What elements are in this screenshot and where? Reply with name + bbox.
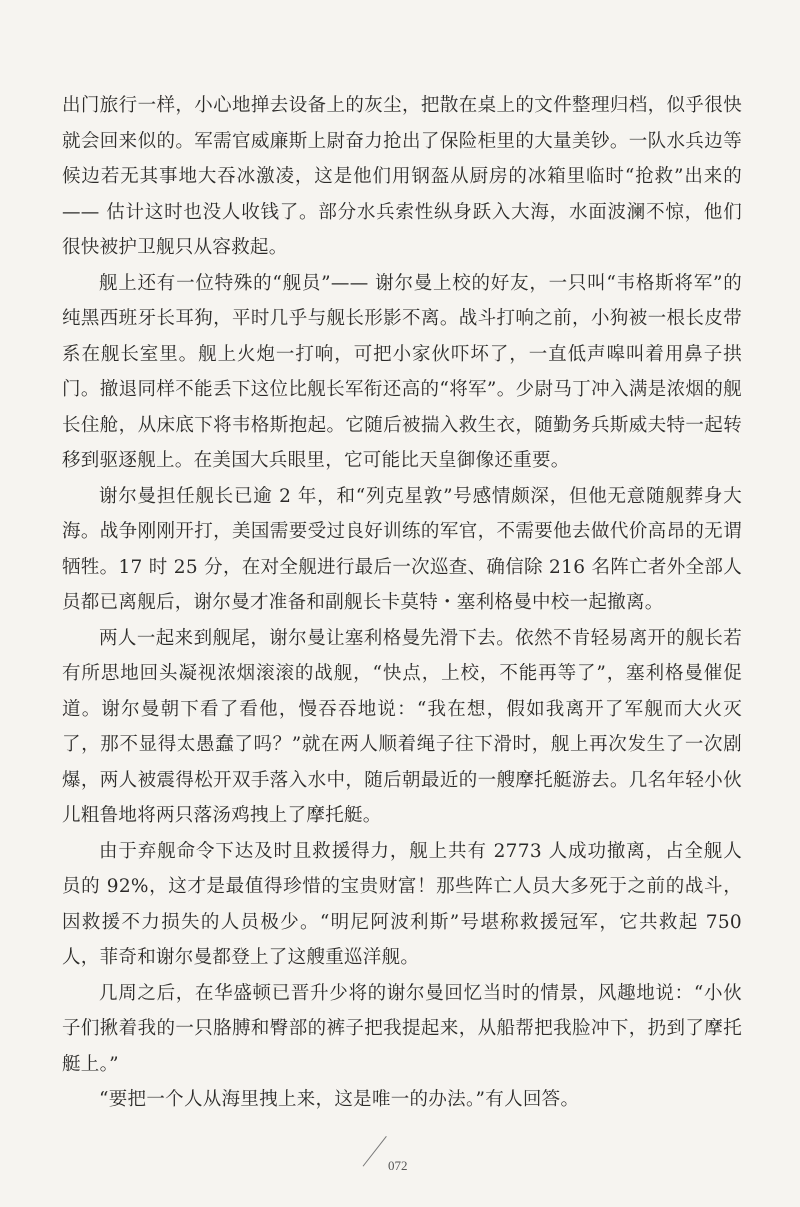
paragraph-5: 由于弃舰命令下达及时且救援得力，舰上共有 2773 人成功撤离，占全舰人员的 92%，这才是最值得珍惜的宝贵财富！那些阵亡人员大多死于之前的战斗，因救援不力损失的人员极少。“明尼阿波利斯”号堪称救援冠军，它共救起 750 人，菲奇和谢尔曼都登上了这艘重巡洋舰。 [62, 840, 742, 968]
paragraph-1: 出门旅行一样，小心地掸去设备上的灰尘，把散在桌上的文件整理归档，似乎很快就会回来似的。军需官威廉斯上尉奋力抢出了保险柜里的大量美钞。一队水兵边等候边若无其事地大吞冰激凌，这是他们用钢盔从厨房的冰箱里临时“抢救”出来的—— 估计这时也没人收钱了。部分水兵索性纵身跃入大海，水面波澜不惊，他们很快被护卫舰只从容救起。 [62, 95, 742, 258]
page-number-slash [363, 1136, 387, 1167]
body-text [62, 88, 742, 1118]
paragraph-7: “要把一个人从海里拽上来，这是唯一的办法。”有人回答。 [99, 1089, 580, 1110]
paragraph-4: 两人一起来到舰尾，谢尔曼让塞利格曼先滑下去。依然不肯轻易离开的舰长若有所思地回头凝视浓烟滚滚的战舰，“快点，上校，不能再等了”，塞利格曼催促道。谢尔曼朝下看了看他，慢吞吞地说：“我在想，假如我离开了军舰而大火灭了，那不显得太愚蠢了吗？”就在两人顺着绳子往下滑时，舰上再次发生了一次剧爆，两人被震得松开双手落入水中，随后朝最近的一艘摩托艇游去。几名年轻小伙儿粗鲁地将两只落汤鸡拽上了摩托艇。 [62, 627, 742, 826]
paragraph-3: 谢尔曼担任舰长已逾 2 年，和“列克星敦”号感情颇深，但他无意随舰葬身大海。战争刚刚开打，美国需要受过良好训练的军官，不需要他去做代价高昂的无谓牺牲。17 时 25 分，在对全舰进行最后一次巡查、确信除 216 名阵亡者外全部人员都已离舰后，谢尔曼才准备和副舰长卡莫特・塞利格曼中校一起撤离。 [62, 485, 742, 613]
page-number: 072 [388, 1158, 408, 1173]
paragraph-6: 几周之后，在华盛顿已晋升少将的谢尔曼回忆当时的情景，风趣地说：“小伙子们揪着我的一只胳膊和臀部的裤子把我提起来，从船帮把我脸冲下，扔到了摩托艇上。” [62, 982, 742, 1075]
paragraph-2: 舰上还有一位特殊的“舰员”—— 谢尔曼上校的好友，一只叫“韦格斯将军”的纯黑西班牙长耳狗，平时几乎与舰长形影不离。战斗打响之前，小狗被一根长皮带系在舰长室里。舰上火炮一打响，可把小家伙吓坏了，一直低声嗥叫着用鼻子拱门。撤退同样不能丢下这位比舰长军衔还高的“将军”。少尉马丁冲入满是浓烟的舰长住舱，从床底下将韦格斯抱起。它随后被揣入救生衣，随勤务兵斯威夫特一起转移到驱逐舰上。在美国大兵眼里，它可能比天皇御像还重要。 [62, 272, 742, 471]
